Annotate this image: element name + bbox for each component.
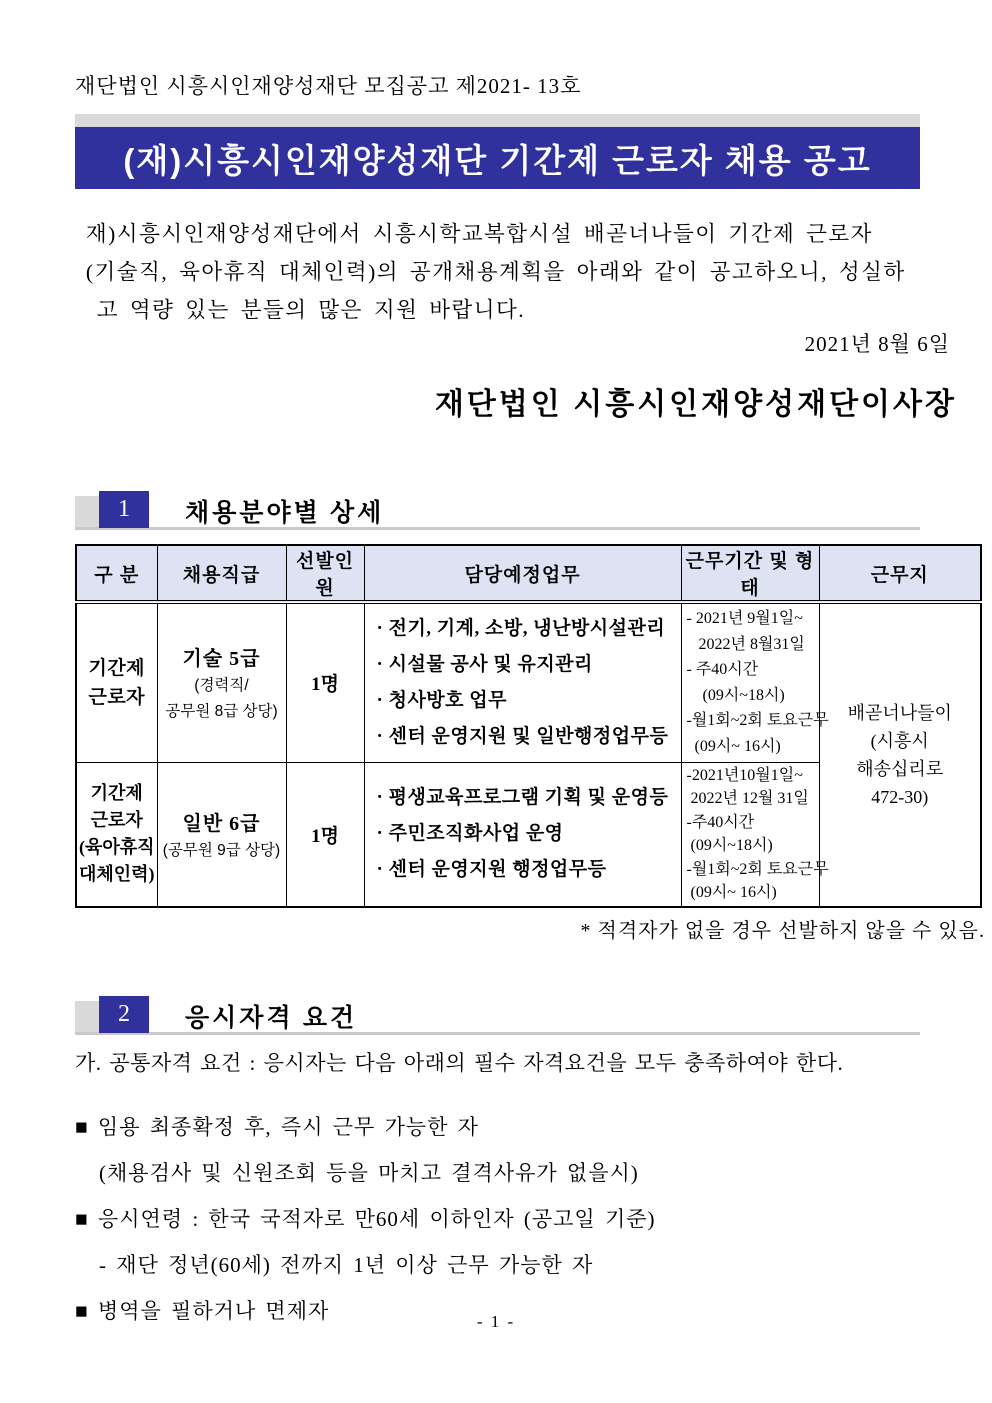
- col-header-workplace: 근무지: [819, 545, 981, 602]
- qualification-intro: 가. 공통자격 요건 : 응시자는 다음 아래의 필수 자격요건을 모두 충족하여야 한다.: [75, 1051, 844, 1075]
- section-title: 채용분야별 상세: [185, 500, 385, 527]
- cell-duties: · 평생교육프로그램 기획 및 운영등 · 주민조직화사업 운영 · 센터 운영지원 행정업무등: [364, 762, 681, 907]
- col-header-count: 선발인원: [286, 545, 364, 602]
- table-footnote: * 적격자가 없을 경우 선발하지 않을 수 있음.: [580, 920, 985, 942]
- intro-line: 재)시흥시인재양성재단에서 시흥시학교복합시설 배곧너나들이 기간제 근로자: [75, 222, 873, 246]
- col-header-category: 구 분: [76, 545, 157, 602]
- col-header-duties: 담당예정업무: [364, 545, 681, 602]
- page-number: - 1 -: [476, 1312, 516, 1331]
- cell-schedule: - 2021년 9월1일~ 2022년 8월31일 - 주40시간 (09시~18시) -월1회~2회 토요근무 (09시~ 16시): [681, 602, 819, 762]
- col-header-schedule: 근무기간 및 형태: [681, 545, 819, 602]
- table-header-row: [76, 545, 981, 602]
- announcement-date: 2021년 8월 6일: [804, 332, 950, 356]
- cell-count: 1명: [286, 762, 364, 907]
- qualification-item: ■ 병역을 필하거나 면제자: [75, 1299, 330, 1323]
- qualification-item: ■ 응시연령 : 한국 국적자로 만60세 이하인자 (공고일 기준): [75, 1207, 656, 1231]
- signature-line: 재단법인 시흥시인재양성재단이사장: [434, 388, 957, 421]
- banner-blue-bar: [75, 127, 920, 189]
- title-banner: [75, 114, 920, 189]
- cell-category: 기간제 근로자 (육아휴직 대체인력): [76, 762, 157, 907]
- banner-title: (재)시흥시인재양성재단 기간제 근로자 채용 공고: [123, 141, 872, 179]
- section-number-badge: 1: [99, 491, 149, 528]
- content-area: [0, 72, 992, 1325]
- section-number-badge: 2: [99, 996, 149, 1033]
- cell-grade: 기술 5급 (경력직/ 공무원 8급 상당): [157, 602, 286, 762]
- recruitment-table: [75, 544, 982, 908]
- qualification-subitem: (채용검사 및 신원조회 등을 마치고 결격사유가 없을시): [99, 1161, 639, 1185]
- cell-workplace: 배곧너나들이 (시흥시 해송십리로 472-30): [819, 602, 981, 907]
- intro-paragraph: [75, 215, 985, 329]
- section-1-header: [75, 491, 920, 530]
- section-title: 응시자격 요건: [185, 1005, 358, 1032]
- cell-schedule: -2021년10월1일~ 2022년 12월 31일 -주40시간 (09시~18시) -월1회~2회 토요근무 (09시~ 16시): [681, 762, 819, 907]
- qualification-item: ■ 임용 최종확정 후, 즉시 근무 가능한 자: [75, 1115, 479, 1139]
- cell-category: 기간제 근로자: [76, 602, 157, 762]
- doc-number-line: 재단법인 시흥시인재양성재단 모집공고 제2021- 13호: [75, 74, 582, 98]
- table-row: [76, 602, 981, 762]
- cell-count: 1명: [286, 602, 364, 762]
- banner-top-strip: [75, 114, 920, 127]
- qualification-list: [75, 1113, 985, 1325]
- qualification-subitem: - 재단 정년(60세) 전까지 1년 이상 근무 가능한 자: [99, 1253, 594, 1277]
- cell-grade: 일반 6급 (공무원 9급 상당): [157, 762, 286, 907]
- col-header-grade: 채용직급: [157, 545, 286, 602]
- cell-duties: · 전기, 기계, 소방, 냉난방시설관리 · 시설물 공사 및 유지관리 · 청사방호 업무 · 센터 운영지원 및 일반행정업무등: [364, 602, 681, 762]
- section-2-header: [75, 996, 920, 1035]
- intro-line: 고 역량 있는 분들의 많은 지원 바랍니다.: [75, 298, 526, 322]
- intro-line: (기술직, 육아휴직 대체인력)의 공개채용계획을 아래와 같이 공고하오니, 성실하: [75, 260, 906, 284]
